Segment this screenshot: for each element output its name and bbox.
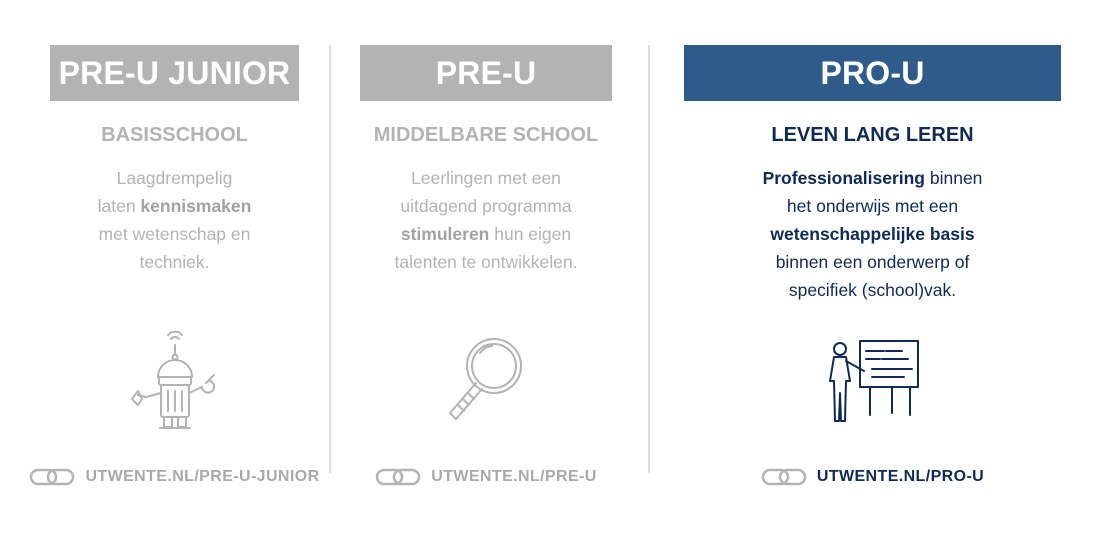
chain-link-icon bbox=[375, 467, 421, 487]
description-line bbox=[350, 164, 622, 192]
column-description bbox=[350, 164, 622, 276]
description-text: met wetenschap en bbox=[98, 224, 251, 244]
description-line bbox=[674, 220, 1071, 248]
description-text: laten bbox=[97, 196, 141, 216]
column-description bbox=[674, 164, 1071, 304]
description-line bbox=[350, 248, 622, 276]
column-pro-u bbox=[684, 0, 1061, 549]
description-line bbox=[40, 220, 309, 248]
description-emphasis: wetenschappelijke basis bbox=[770, 224, 975, 244]
description-line bbox=[674, 276, 1071, 304]
link-pro-u[interactable] bbox=[654, 467, 1091, 487]
description-text: techniek. bbox=[139, 252, 210, 272]
column-divider bbox=[648, 45, 650, 473]
link-pre-u[interactable] bbox=[330, 467, 642, 487]
presenter-whiteboard-icon bbox=[824, 337, 924, 425]
column-subtitle: MIDDELBARE SCHOOL bbox=[373, 124, 599, 146]
column-subtitle: BASISSCHOOL bbox=[101, 124, 248, 146]
column-pre-u bbox=[360, 0, 612, 549]
column-title: PRE-U JUNIOR bbox=[50, 45, 299, 101]
robot-icon bbox=[128, 325, 223, 435]
column-divider bbox=[329, 45, 331, 473]
column-description bbox=[40, 164, 309, 276]
description-text: talenten te ontwikkelen. bbox=[394, 252, 578, 272]
description-emphasis: stimuleren bbox=[400, 224, 490, 244]
description-text: uitdagend programma bbox=[400, 196, 572, 216]
link-text[interactable]: UTWENTE.NL/PRE-U-JUNIOR bbox=[85, 468, 320, 485]
column-title: PRE-U bbox=[360, 45, 612, 101]
description-text: binnen bbox=[925, 168, 983, 188]
link-pre-u-junior[interactable] bbox=[20, 467, 329, 487]
description-text: specifiek (school)vak. bbox=[788, 280, 957, 300]
description-text: hun eigen bbox=[489, 224, 572, 244]
link-text[interactable]: UTWENTE.NL/PRO-U bbox=[816, 468, 985, 485]
column-title: PRO-U bbox=[684, 45, 1061, 101]
description-line bbox=[674, 192, 1071, 220]
description-line bbox=[40, 164, 309, 192]
column-subtitle: LEVEN LANG LEREN bbox=[771, 124, 974, 146]
description-line bbox=[350, 220, 622, 248]
description-line bbox=[350, 192, 622, 220]
description-text: binnen een onderwerp of bbox=[775, 252, 970, 272]
chain-link-icon bbox=[761, 467, 807, 487]
description-line bbox=[40, 248, 309, 276]
description-text: het onderwijs met een bbox=[786, 196, 959, 216]
description-emphasis: kennismaken bbox=[140, 196, 252, 216]
link-text[interactable]: UTWENTE.NL/PRE-U bbox=[431, 468, 597, 485]
description-text: Laagdrempelig bbox=[116, 168, 233, 188]
column-pre-u-junior bbox=[50, 0, 320, 549]
description-text: Leerlingen met een bbox=[411, 168, 561, 188]
description-line bbox=[674, 248, 1071, 276]
description-line bbox=[40, 192, 309, 220]
chain-link-icon bbox=[29, 467, 75, 487]
description-emphasis: Professionalisering bbox=[762, 168, 925, 188]
magnifying-glass-icon bbox=[442, 333, 527, 428]
description-line bbox=[674, 164, 1071, 192]
